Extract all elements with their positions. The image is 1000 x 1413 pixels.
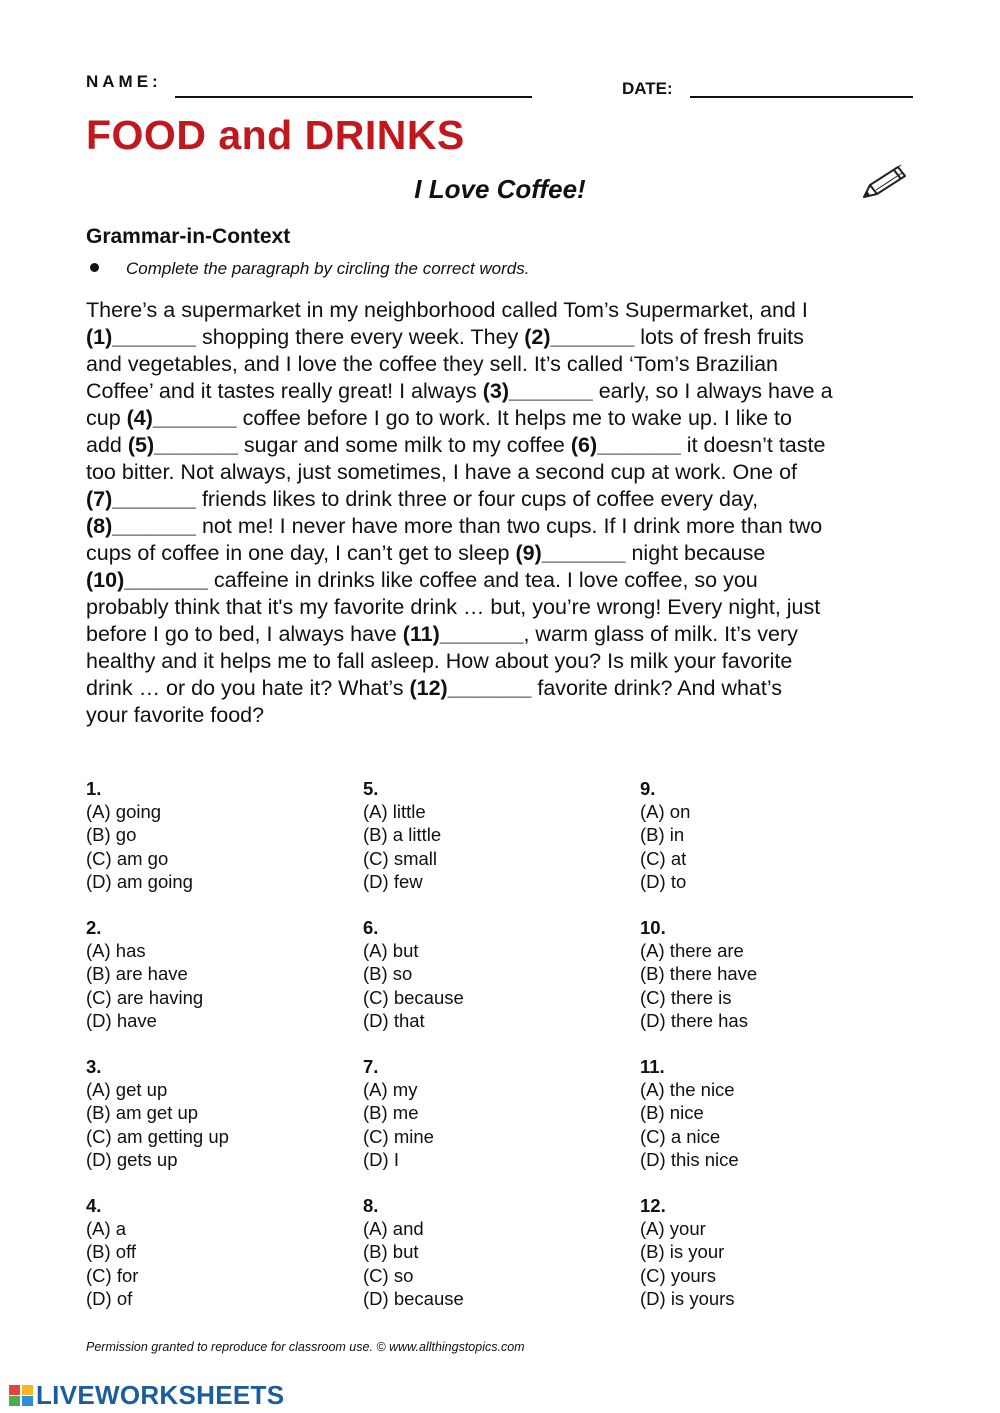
question-number: 12. (640, 1195, 666, 1216)
answer-option[interactable]: (B) in (640, 824, 685, 846)
question-block (363, 1055, 603, 1194)
copyright-footer: Permission granted to reproduce for classroom use. © www.allthingstopics.com (86, 1340, 525, 1354)
paragraph-line (86, 351, 926, 378)
question-number: 6. (363, 917, 379, 938)
blank-marker[interactable]: (2)_______ (524, 325, 635, 349)
answer-option[interactable]: (D) of (86, 1287, 133, 1309)
paragraph-line (86, 459, 926, 486)
paragraph-text: sugar and some milk to my coffee (237, 433, 571, 457)
blank-marker[interactable]: (3)_______ (482, 379, 593, 403)
paragraph-text: caffeine in drinks like coffee and tea. I love coffee, so you (207, 568, 758, 592)
instruction-text: Complete the paragraph by circling the correct words. (126, 259, 530, 278)
paragraph-line (86, 513, 926, 540)
paragraph-line (86, 432, 926, 459)
answer-option[interactable]: (B) me (363, 1102, 419, 1124)
liveworksheets-logo[interactable] (8, 1381, 284, 1409)
paragraph-line (86, 324, 926, 351)
answer-option[interactable]: (B) is your (640, 1241, 725, 1263)
answer-option[interactable]: (C) am getting up (86, 1125, 229, 1147)
paragraph-text: too bitter. Not always, just sometimes, I have a second cup at work. One of (86, 460, 798, 484)
paragraph-text: early, so I always have a (592, 379, 833, 403)
paragraph-line (86, 675, 926, 702)
answer-option[interactable]: (B) off (86, 1241, 137, 1263)
answer-option[interactable]: (A) get up (86, 1079, 168, 1100)
question-number: 5. (363, 778, 379, 799)
answer-option[interactable]: (D) this nice (640, 1148, 739, 1170)
paragraph-text: healthy and it helps me to fall asleep. How about you? Is milk your favorite (86, 649, 793, 673)
section-title: Grammar-in-Context (86, 225, 291, 248)
answer-option[interactable]: (D) have (86, 1009, 157, 1031)
paragraph-text: lots of fresh fruits (634, 325, 804, 349)
blank-marker[interactable]: (5)_______ (127, 433, 238, 457)
answer-option[interactable]: (C) yours (640, 1264, 717, 1286)
answer-option[interactable]: (C) there is (640, 986, 732, 1008)
question-block (363, 916, 603, 1055)
paragraph-text: shopping there every week. They (195, 325, 525, 349)
paragraph-line (86, 297, 926, 324)
bullet-icon (90, 263, 99, 272)
answer-option[interactable]: (D) is yours (640, 1287, 735, 1309)
answer-option[interactable]: (A) there are (640, 940, 744, 961)
worksheet-title: FOOD and DRINKS (86, 112, 465, 158)
paragraph-text: and vegetables, and I love the coffee they sell. It’s called ‘Tom’s Brazilian (86, 352, 778, 376)
answer-option[interactable]: (B) am get up (86, 1102, 199, 1124)
paragraph-text: cups of coffee in one day, I can’t get to sleep (86, 541, 516, 565)
question-block (363, 1194, 603, 1333)
answer-option[interactable]: (C) small (363, 847, 437, 869)
answer-option[interactable]: (D) am going (86, 870, 193, 892)
name-field-line[interactable] (175, 96, 532, 98)
pencil-icon (858, 161, 910, 205)
answer-option[interactable]: (D) because (363, 1287, 464, 1309)
question-number: 3. (86, 1056, 102, 1077)
question-number: 8. (363, 1195, 379, 1216)
question-block (640, 916, 880, 1055)
answer-option[interactable]: (A) has (86, 940, 146, 961)
paragraph-line (86, 648, 926, 675)
options-column-1 (86, 777, 326, 1333)
answer-option[interactable]: (B) are have (86, 963, 188, 985)
question-number: 11. (640, 1056, 665, 1077)
paragraph-text: favorite drink? And what’s (531, 676, 782, 700)
answer-option[interactable]: (A) my (363, 1079, 418, 1100)
answer-option[interactable]: (B) there have (640, 963, 758, 985)
blank-marker[interactable]: (11)_______ (402, 622, 524, 646)
question-block (86, 1055, 326, 1194)
name-label: NAME: (86, 72, 162, 91)
question-number: 9. (640, 778, 656, 799)
blank-marker[interactable]: (6)_______ (570, 433, 681, 457)
answer-option[interactable]: (B) so (363, 963, 413, 985)
answer-option[interactable]: (C) a nice (640, 1125, 721, 1147)
cloze-paragraph (86, 297, 926, 729)
question-number: 10. (640, 917, 666, 938)
answer-option[interactable]: (B) a little (363, 824, 442, 846)
blank-marker[interactable]: (4)_______ (126, 406, 237, 430)
paragraph-text: drink … or do you hate it? What’s (86, 676, 410, 700)
answer-option[interactable]: (A) little (363, 801, 426, 822)
answer-option[interactable]: (D) that (363, 1009, 425, 1031)
question-block (640, 1194, 880, 1333)
question-block (86, 777, 326, 916)
paragraph-line (86, 486, 926, 513)
liveworksheets-logo-icon (8, 1382, 34, 1408)
question-block (86, 1194, 326, 1333)
paragraph-line (86, 621, 926, 648)
paragraph-line (86, 378, 926, 405)
paragraph-text: it doesn’t taste (680, 433, 826, 457)
options-column-2 (363, 777, 603, 1333)
answer-option[interactable]: (D) few (363, 870, 423, 892)
answer-option[interactable]: (C) are having (86, 986, 204, 1008)
paragraph-text: not me! I never have more than two cups. If I drink more than two (195, 514, 823, 538)
paragraph-line (86, 540, 926, 567)
paragraph-line (86, 702, 926, 729)
paragraph-text: coffee before I go to work. It helps me to wake up. I like to (236, 406, 792, 430)
answer-option[interactable]: (C) at (640, 847, 687, 869)
options-column-3 (640, 777, 880, 1333)
answer-option[interactable]: (A) and (363, 1218, 424, 1239)
paragraph-text: before I go to bed, I always have (86, 622, 403, 646)
paragraph-text: add (86, 433, 128, 457)
answer-option[interactable]: (D) there has (640, 1009, 748, 1031)
blank-marker[interactable]: (10)_______ (86, 568, 208, 592)
paragraph-text: There’s a supermarket in my neighborhood called Tom’s Supermarket, and I (86, 298, 808, 322)
paragraph-text: probably think that it's my favorite drink … but, you’re wrong! Every night, just (86, 595, 821, 619)
question-block (640, 1055, 880, 1194)
paragraph-text: friends likes to drink three or four cups of coffee every day, (195, 487, 759, 511)
paragraph-text: Coffee’ and it tastes really great! I always (86, 379, 483, 403)
blank-marker[interactable]: (12)_______ (409, 676, 532, 700)
paragraph-line (86, 405, 926, 432)
answer-option[interactable]: (D) to (640, 870, 687, 892)
paragraph-text: your favorite food? (86, 703, 265, 727)
question-number: 1. (86, 778, 102, 799)
answer-option[interactable]: (A) going (86, 801, 162, 822)
paragraph-text: cup (86, 406, 127, 430)
blank-marker[interactable]: (8)_______ (86, 514, 196, 538)
answer-option[interactable]: (C) mine (363, 1125, 434, 1147)
question-block (640, 777, 880, 916)
answer-option[interactable]: (A) but (363, 940, 419, 961)
answer-option[interactable]: (A) the nice (640, 1079, 735, 1100)
question-number: 4. (86, 1195, 102, 1216)
answer-option[interactable]: (A) on (640, 801, 691, 822)
paragraph-line (86, 594, 926, 621)
question-number: 7. (363, 1056, 379, 1077)
question-number: 2. (86, 917, 102, 938)
date-label: DATE: (622, 79, 673, 98)
answer-option[interactable]: (B) go (86, 824, 137, 846)
paragraph-line (86, 567, 926, 594)
blank-marker[interactable]: (7)_______ (86, 487, 196, 511)
paragraph-text: , warm glass of milk. It’s very (523, 622, 798, 646)
paragraph-text: night because (625, 541, 766, 565)
answer-option[interactable]: (C) because (363, 986, 464, 1008)
question-block (363, 777, 603, 916)
question-block (86, 916, 326, 1055)
answer-option[interactable]: (C) am go (86, 847, 169, 869)
answer-option[interactable]: (D) gets up (86, 1148, 178, 1170)
answer-option[interactable]: (B) but (363, 1241, 419, 1263)
answer-option[interactable]: (A) your (640, 1218, 706, 1239)
answer-option[interactable]: (A) a (86, 1218, 127, 1239)
worksheet-subtitle: I Love Coffee! (414, 174, 586, 204)
answer-option[interactable]: (C) so (363, 1264, 414, 1286)
date-field-line[interactable] (690, 96, 913, 98)
blank-marker[interactable]: (1)_______ (86, 325, 196, 349)
blank-marker[interactable]: (9)_______ (515, 541, 626, 565)
brand-name: LIVEWORKSHEETS (36, 1379, 285, 1410)
answer-option[interactable]: (B) nice (640, 1102, 704, 1124)
answer-option[interactable]: (D) I (363, 1148, 399, 1170)
answer-option[interactable]: (C) for (86, 1264, 139, 1286)
